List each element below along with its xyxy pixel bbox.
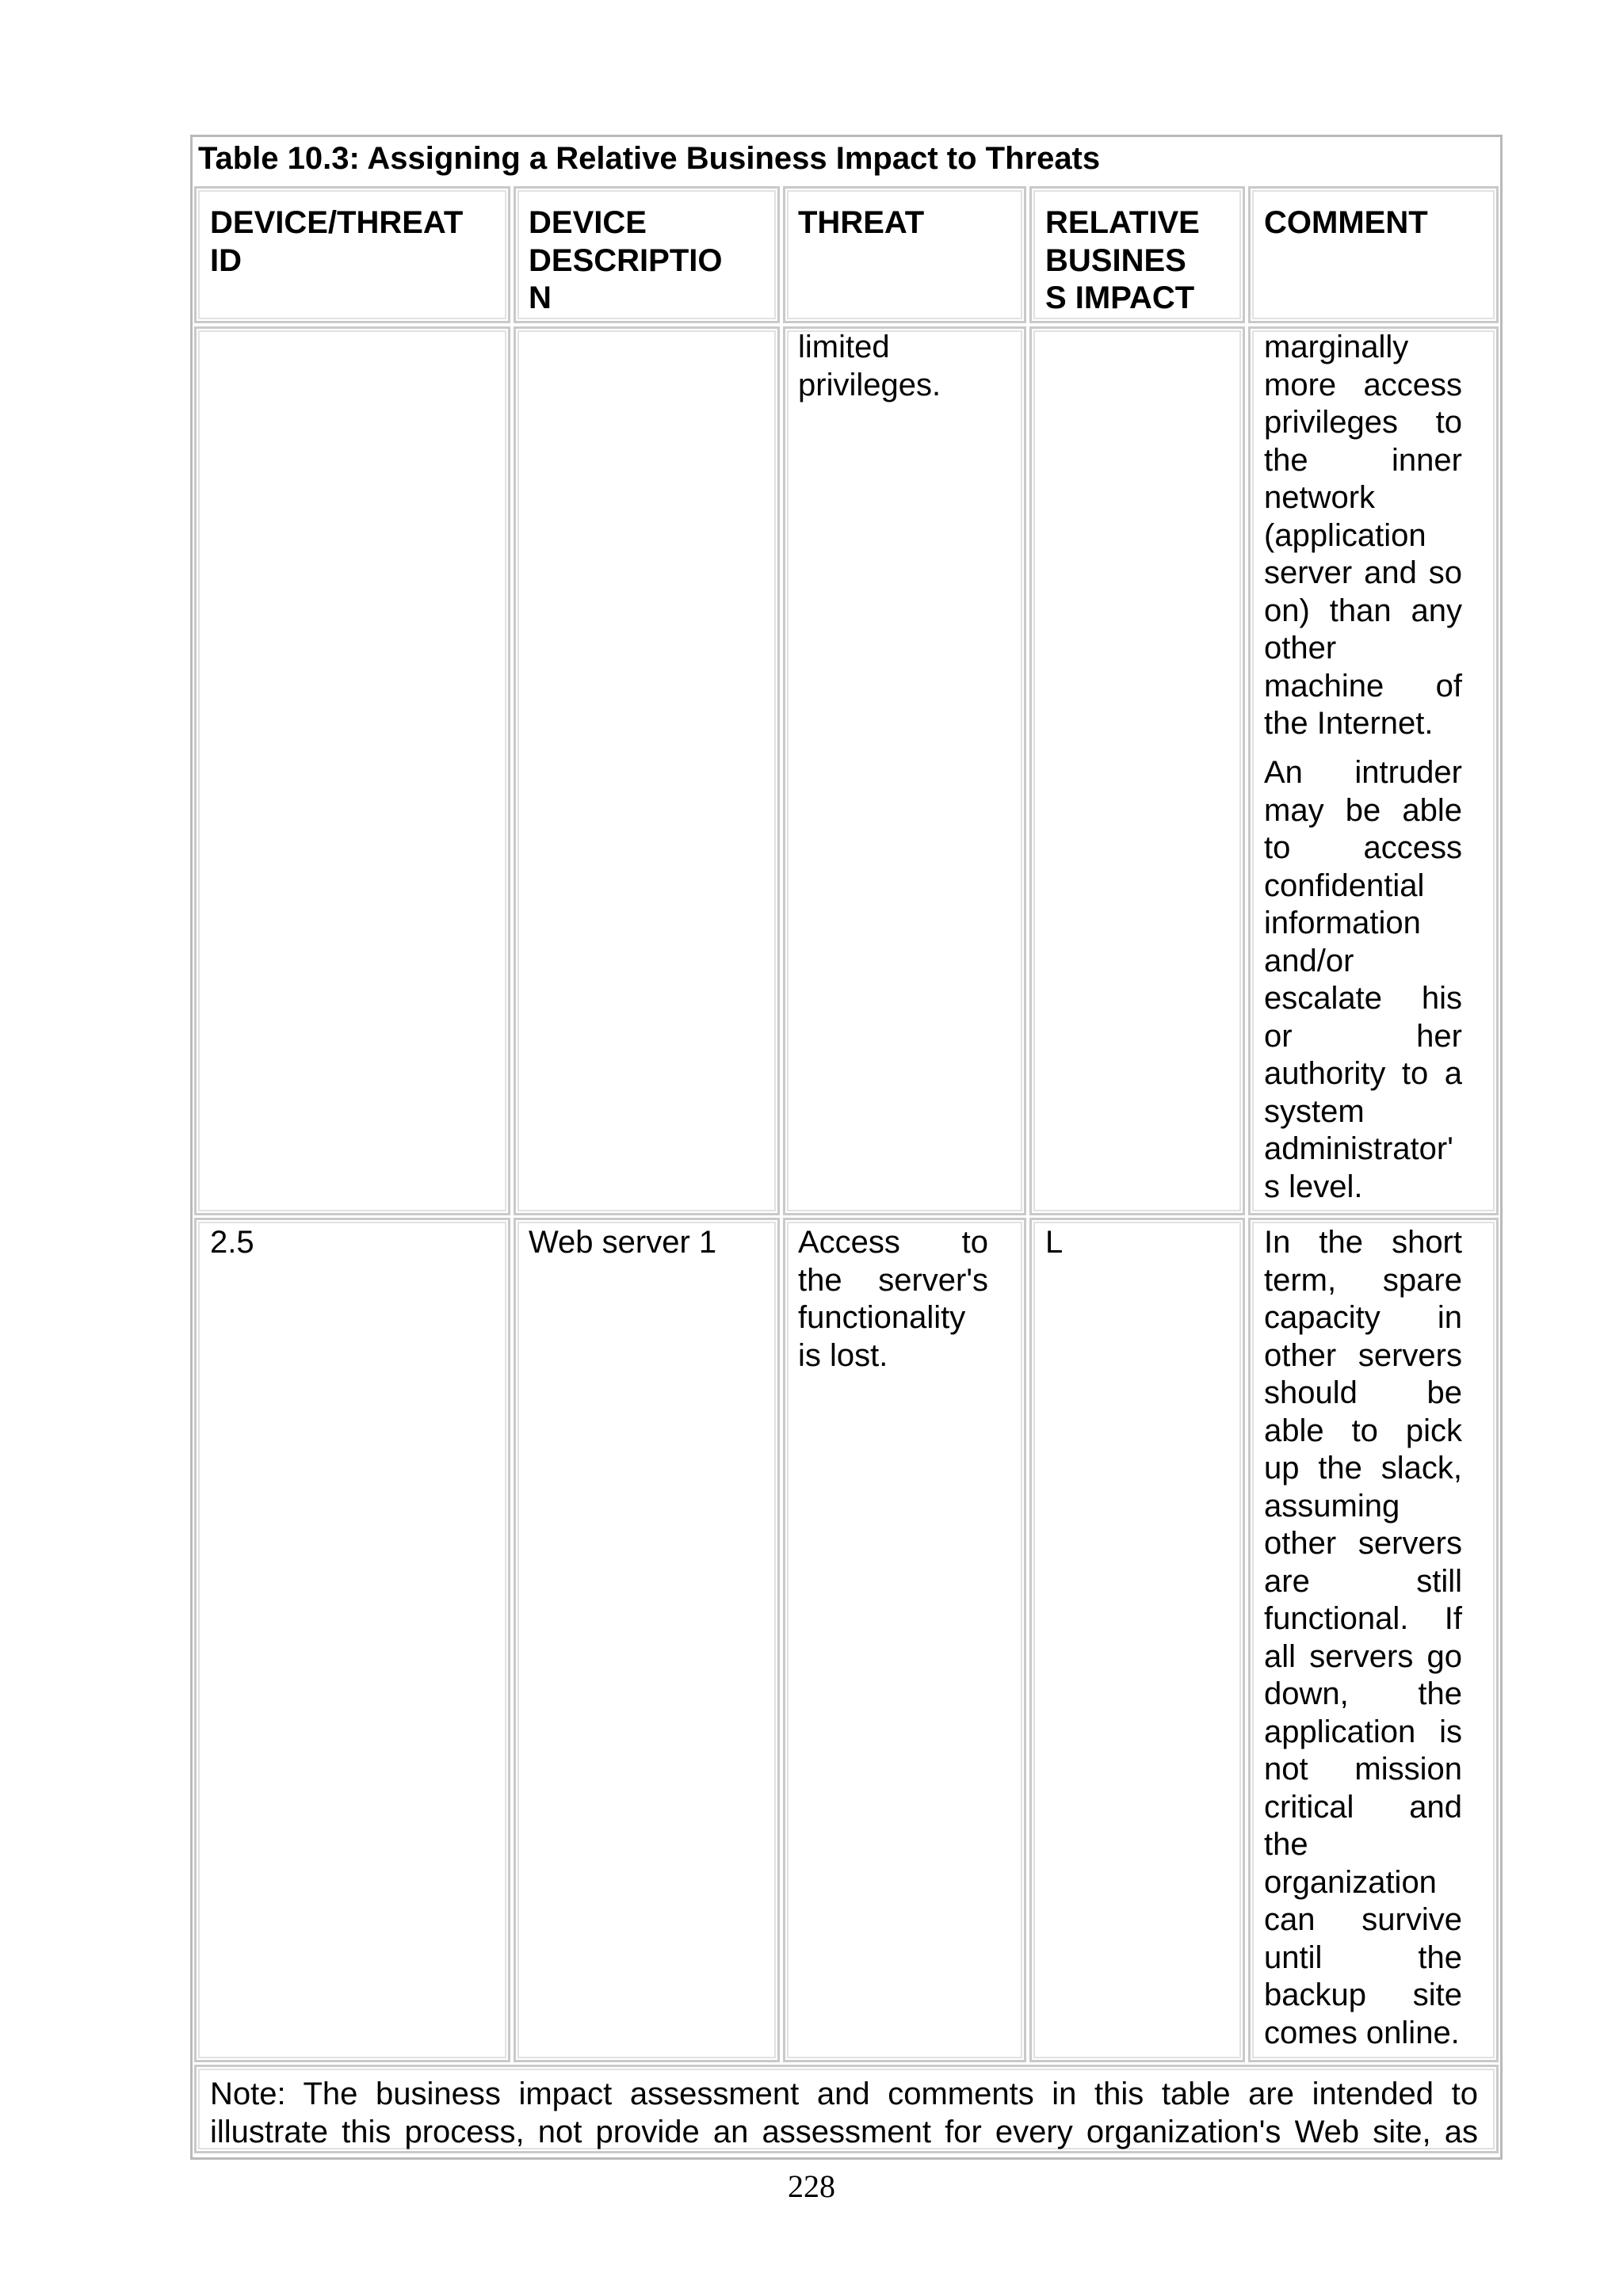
header-threat xyxy=(798,204,1020,242)
text-line: assuming xyxy=(1264,1488,1400,1524)
text-line: In the short xyxy=(1264,1225,1462,1260)
text-line: to access xyxy=(1264,830,1462,865)
header-line: ID xyxy=(210,242,242,278)
row1-cell-device-description xyxy=(514,326,780,1215)
text-line: confidential xyxy=(1264,868,1425,903)
text-line: functionality xyxy=(798,1300,966,1335)
text-line: application is xyxy=(1264,1714,1462,1749)
row2-impact: L xyxy=(1045,1225,1064,1260)
text-line: may be able xyxy=(1264,792,1462,828)
header-device-id xyxy=(210,204,503,280)
text-line: privileges. xyxy=(798,367,941,402)
text-line: term, spare xyxy=(1264,1262,1462,1298)
text-line: comes online. xyxy=(1264,2015,1460,2050)
row2-cell-impact xyxy=(1029,1218,1245,2062)
text-line: functional. If xyxy=(1264,1601,1462,1636)
row1-cell-threat xyxy=(783,326,1026,1215)
text-line: Access to xyxy=(798,1225,988,1260)
row1-cell-impact xyxy=(1029,326,1245,1215)
text-line: the xyxy=(1264,1827,1308,1862)
row2-comment xyxy=(1264,1224,1462,2052)
text-line: capacity in xyxy=(1264,1300,1462,1335)
text-line: other servers xyxy=(1264,1526,1462,1561)
text-line: administrator' xyxy=(1264,1131,1453,1166)
text-line: until the xyxy=(1264,1939,1462,1975)
text-line: marginally xyxy=(1264,330,1409,364)
row1-comment-paragraph-1 xyxy=(1264,329,1462,743)
text-line: is lost. xyxy=(798,1337,888,1373)
text-line: critical and xyxy=(1264,1789,1462,1825)
text-line: network xyxy=(1264,480,1376,515)
text-line: backup site xyxy=(1264,1978,1462,2012)
header-line: N xyxy=(529,280,552,315)
text-line: server and so xyxy=(1264,555,1462,590)
text-line: information xyxy=(1264,906,1421,940)
text-line: other xyxy=(1264,631,1337,666)
text-line: are still xyxy=(1264,1563,1462,1599)
text-line: escalate his xyxy=(1264,981,1462,1016)
header-line: S IMPACT xyxy=(1045,280,1195,315)
table-caption: Table 10.3: Assigning a Relative Business Impact to Threats xyxy=(198,141,1101,176)
text-line: machine of xyxy=(1264,668,1462,704)
row1-cell-device-id xyxy=(194,326,510,1215)
text-line: the server's xyxy=(798,1262,988,1298)
header-impact xyxy=(1045,204,1239,318)
header-line: DEVICE/THREAT xyxy=(210,205,464,240)
header-line: DEVICE xyxy=(529,205,647,240)
text-line: the inner xyxy=(1264,442,1462,478)
table-note xyxy=(210,2076,1478,2151)
text-line: all servers go xyxy=(1264,1638,1462,1674)
row2-cell-device-description xyxy=(514,1218,780,2062)
text-line: limited xyxy=(798,330,890,364)
row1-comment-paragraph-2 xyxy=(1264,754,1462,1206)
text-line: the Internet. xyxy=(1264,706,1434,741)
row1-threat xyxy=(798,329,988,404)
text-line: other servers xyxy=(1264,1337,1462,1373)
text-line: and/or xyxy=(1264,943,1354,978)
text-line: illustrate this process, not provide an assessment for every organization's Web site, as xyxy=(210,2114,1478,2149)
text-line: not mission xyxy=(1264,1752,1462,1787)
text-line: (application xyxy=(1264,517,1426,553)
text-line: An intruder xyxy=(1264,755,1462,790)
header-line: DESCRIPTIO xyxy=(529,242,723,278)
text-line: able to pick xyxy=(1264,1413,1462,1448)
text-line: or her xyxy=(1264,1018,1462,1054)
header-line: BUSINES xyxy=(1045,242,1186,278)
header-comment xyxy=(1264,204,1486,242)
row2-device-id: 2.5 xyxy=(210,1225,254,1260)
text-line: can survive xyxy=(1264,1902,1462,1937)
text-line: privileges to xyxy=(1264,405,1462,440)
text-line: Note: The business impact assessment and comments in this table are intended to xyxy=(210,2077,1478,2111)
row2-cell-device-id xyxy=(194,1218,510,2062)
text-line: more access xyxy=(1264,367,1462,402)
text-line: s level. xyxy=(1264,1169,1363,1204)
text-line: organization xyxy=(1264,1864,1437,1900)
header-line: RELATIVE xyxy=(1045,205,1200,240)
row2-threat xyxy=(798,1224,988,1375)
header-line: COMMENT xyxy=(1264,205,1428,240)
text-line: up the slack, xyxy=(1264,1451,1462,1486)
text-line: on) than any xyxy=(1264,593,1462,628)
row2-device-description: Web server 1 xyxy=(529,1225,717,1260)
text-line: down, the xyxy=(1264,1676,1462,1711)
page-number: 228 xyxy=(788,2168,835,2204)
text-line: should be xyxy=(1264,1375,1462,1410)
text-line: system xyxy=(1264,1093,1365,1129)
text-line: authority to a xyxy=(1264,1056,1462,1091)
header-device-description xyxy=(529,204,774,318)
header-line: THREAT xyxy=(798,205,925,240)
